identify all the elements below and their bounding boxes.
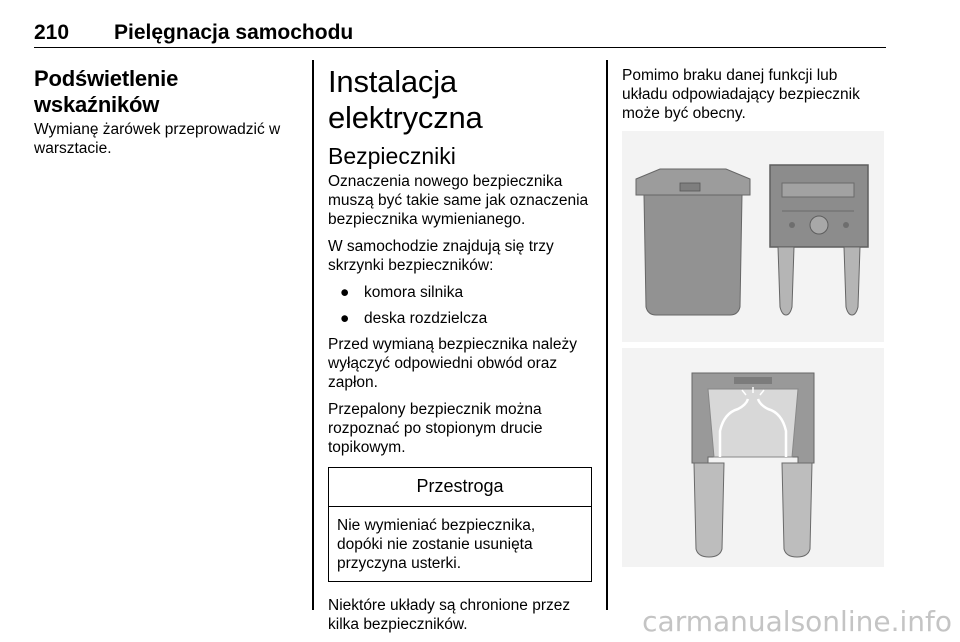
paragraph: Przepalony bezpiecznik można rozpoznać po stopionym drucie topikowym. [328, 401, 543, 456]
column-left [34, 60, 296, 166]
column-right [622, 60, 884, 567]
fuse-figure [622, 131, 884, 567]
bullet-icon: ● [340, 284, 350, 301]
page-number: 210 [34, 21, 70, 44]
page-header [34, 20, 886, 48]
paragraph: Pomimo braku danej funkcji lub układu odpowiadający bezpiecznik może być obecny. [622, 67, 860, 122]
caution-text: Nie wymieniać bezpiecznika, dopóki nie zostanie usunięta przyczyna usterki. [337, 517, 536, 572]
caution-title: Przestroga [329, 468, 591, 507]
fuse-side-icon [636, 169, 750, 315]
paragraph: Oznaczenia nowego bezpiecznika muszą być takie same jak oznaczenia bezpiecznika wymienianego. [328, 173, 589, 228]
watermark: carmanualsonline.info [642, 605, 952, 638]
fuse-illustration [622, 131, 884, 567]
column-divider [606, 60, 608, 610]
bullet-icon: ● [340, 310, 350, 327]
paragraph: W samochodzie znajdują się trzy skrzynki bezpieczników: [328, 238, 554, 274]
chapter-title: Pielęgnacja samochodu [114, 21, 354, 44]
fuse-front-icon [770, 165, 868, 315]
column-middle [328, 60, 592, 642]
paragraph: Wymianę żarówek przeprowadzić w warsztacie. [34, 121, 281, 157]
subsection-title: Bezpieczniki [328, 143, 456, 169]
column-divider [312, 60, 314, 610]
list-item: ● komora silnika [340, 284, 464, 301]
section-title: Instalacja elektryczna [328, 64, 483, 135]
caution-box [328, 467, 592, 582]
fuse-blown-icon [692, 373, 814, 557]
paragraph: Przed wymianą bezpiecznika należy wyłączyć odpowiedni obwód oraz zapłon. [328, 336, 577, 391]
paragraph: Niektóre układy są chronione przez kilka bezpieczników. [328, 597, 571, 633]
fusebox-list [328, 283, 592, 328]
section-heading: Podświetlenie wskaźników [34, 66, 179, 117]
list-item: ● deska rozdzielcza [340, 310, 488, 327]
